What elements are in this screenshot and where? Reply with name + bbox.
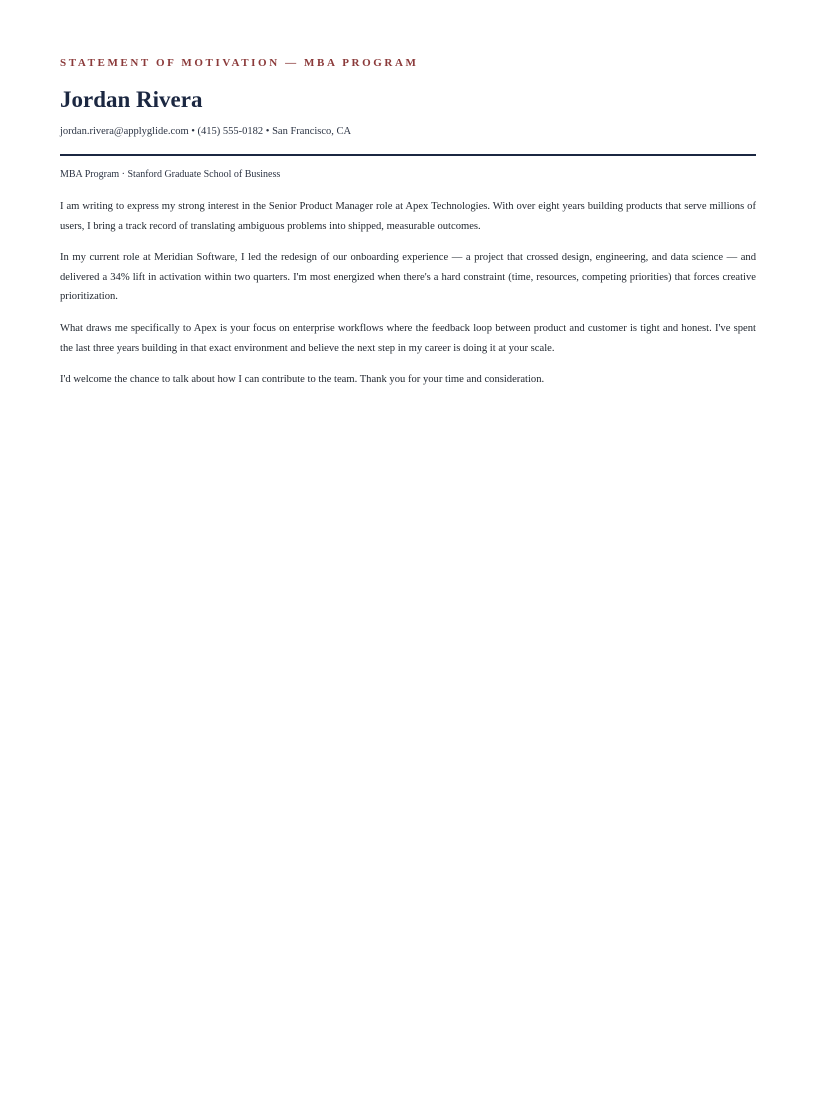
contact-line: jordan.rivera@applyglide.com • (415) 555-0182 • San Francisco, CA: [60, 126, 352, 137]
document-type-heading: STATEMENT OF MOTIVATION — MBA PROGRAM: [60, 57, 419, 69]
paragraph: In my current role at Meridian Software, I led the redesign of our onboarding experience — a project that crossed design, engineering, and data science — and delivered a 34% lift in activation within two quarters. I'm most energized when there's a hard constraint (time, resources, competing priorities) that forces creative prioritization.: [60, 252, 756, 303]
program-line: MBA Program · Stanford Graduate School of Business: [60, 169, 281, 180]
header-divider: [60, 154, 756, 156]
paragraph: I'd welcome the chance to talk about how I can contribute to the team. Thank you for your time and consideration.: [60, 374, 545, 386]
paragraph: What draws me specifically to Apex is your focus on enterprise workflows where the feedback loop between product and customer is tight and honest. I've spent the last three years building in that exact environment and believe the next step in my career is doing it at your scale.: [60, 322, 756, 354]
applicant-name: Jordan Rivera: [60, 87, 203, 112]
paragraph: I am writing to express my strong interest in the Senior Product Manager role at Apex Technologies. With over eight years building products that serve millions of users, I bring a track record of translating ambiguous problems into shipped, measurable outcomes.: [60, 201, 756, 232]
letter-body: [60, 197, 756, 402]
